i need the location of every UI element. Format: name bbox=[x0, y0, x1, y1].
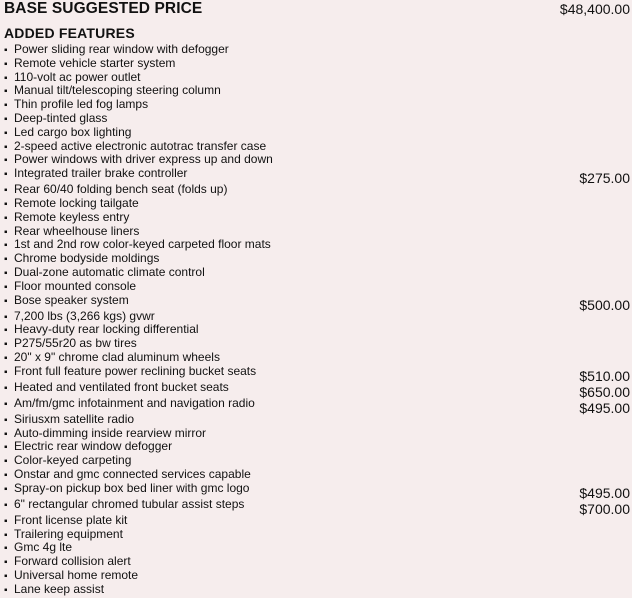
feature-item bbox=[4, 541, 630, 555]
feature-item bbox=[4, 454, 630, 468]
feature-label: Siriusxm satellite radio bbox=[14, 411, 135, 426]
feature-label: 110-volt ac power outlet bbox=[14, 69, 141, 84]
feature-label: P275/55r20 as bw tires bbox=[14, 336, 137, 351]
feature-item bbox=[4, 351, 630, 365]
feature-item bbox=[4, 43, 630, 57]
feature-item bbox=[4, 98, 630, 112]
feature-item bbox=[4, 323, 630, 337]
feature-item bbox=[4, 112, 630, 126]
feature-label: Electric rear window defogger bbox=[14, 439, 173, 454]
bullet-icon: ▪ bbox=[4, 226, 8, 238]
price-header bbox=[4, 0, 630, 18]
bullet-icon: ▪ bbox=[4, 483, 8, 495]
feature-item bbox=[4, 153, 630, 167]
feature-label: 2-speed active electronic autotrac transfer case bbox=[14, 138, 267, 153]
feature-label: Rear wheelhouse liners bbox=[14, 223, 140, 238]
feature-label: Remote keyless entry bbox=[14, 209, 130, 224]
feature-label: Heavy-duty rear locking differential bbox=[14, 322, 199, 337]
feature-label: 1st and 2nd row color-keyed carpeted floor mats bbox=[14, 237, 271, 252]
feature-item bbox=[4, 140, 630, 154]
feature-label: 6" rectangular chromed tubular assist steps bbox=[14, 496, 245, 511]
bullet-icon: ▪ bbox=[4, 155, 8, 167]
bullet-icon: ▪ bbox=[4, 45, 8, 56]
feature-item bbox=[4, 225, 630, 239]
feature-label: Floor mounted console bbox=[14, 278, 137, 293]
feature-label: Power sliding rear window with defogger bbox=[14, 42, 229, 56]
bullet-icon: ▪ bbox=[4, 584, 8, 596]
bullet-icon: ▪ bbox=[4, 86, 8, 98]
feature-label: Led cargo box lighting bbox=[14, 124, 132, 139]
feature-label: Integrated trailer brake controller bbox=[14, 166, 188, 181]
feature-item bbox=[4, 252, 630, 266]
feature-list bbox=[4, 43, 630, 597]
feature-label: Chrome bodyside moldings bbox=[14, 251, 160, 266]
feature-label: Color-keyed carpeting bbox=[14, 453, 132, 468]
feature-item bbox=[4, 395, 630, 416]
feature-item bbox=[4, 337, 630, 351]
feature-price: $495.00 bbox=[579, 399, 630, 416]
feature-label: Trailering equipment bbox=[14, 526, 123, 541]
feature-item bbox=[4, 238, 630, 252]
feature-item bbox=[4, 57, 630, 71]
bullet-icon: ▪ bbox=[4, 543, 8, 555]
feature-label: Forward collision alert bbox=[14, 554, 131, 569]
feature-item bbox=[4, 266, 630, 280]
bullet-icon: ▪ bbox=[4, 185, 8, 197]
feature-price: $700.00 bbox=[579, 500, 630, 517]
bullet-icon: ▪ bbox=[4, 398, 8, 410]
feature-item bbox=[4, 583, 630, 597]
bullet-icon: ▪ bbox=[4, 72, 8, 84]
bullet-icon: ▪ bbox=[4, 442, 8, 454]
feature-label: Front full feature power reclining bucket seats bbox=[14, 363, 257, 378]
bullet-icon: ▪ bbox=[4, 295, 8, 307]
feature-label: Rear 60/40 folding bench seat (folds up) bbox=[14, 182, 228, 197]
feature-label: 20" x 9" chrome clad aluminum wheels bbox=[14, 349, 220, 364]
bullet-icon: ▪ bbox=[4, 325, 8, 337]
feature-price: $510.00 bbox=[579, 367, 630, 384]
feature-item bbox=[4, 496, 630, 517]
feature-item bbox=[4, 280, 630, 294]
bullet-icon: ▪ bbox=[4, 254, 8, 266]
feature-item bbox=[4, 528, 630, 542]
bullet-icon: ▪ bbox=[4, 127, 8, 139]
bullet-icon: ▪ bbox=[4, 557, 8, 569]
bullet-icon: ▪ bbox=[4, 352, 8, 364]
added-features-heading: ADDED FEATURES bbox=[4, 25, 135, 41]
feature-label: Power windows with driver express up and down bbox=[14, 152, 273, 167]
feature-item bbox=[4, 468, 630, 482]
feature-item bbox=[4, 555, 630, 569]
feature-label: Heated and ventilated front bucket seats bbox=[14, 379, 229, 394]
feature-label: Gmc 4g lte bbox=[14, 540, 73, 555]
feature-label: Onstar and gmc connected services capable bbox=[14, 466, 251, 481]
bullet-icon: ▪ bbox=[4, 198, 8, 210]
feature-label: Spray-on pickup box bed liner with gmc logo bbox=[14, 480, 250, 495]
bullet-icon: ▪ bbox=[4, 281, 8, 293]
bullet-icon: ▪ bbox=[4, 499, 8, 511]
bullet-icon: ▪ bbox=[4, 366, 8, 378]
bullet-icon: ▪ bbox=[4, 382, 8, 394]
bullet-icon: ▪ bbox=[4, 339, 8, 351]
bullet-icon: ▪ bbox=[4, 311, 8, 323]
feature-price: $650.00 bbox=[579, 383, 630, 400]
feature-label: Bose speaker system bbox=[14, 292, 129, 307]
feature-label: 7,200 lbs (3,266 kgs) gvwr bbox=[14, 308, 155, 323]
feature-item bbox=[4, 379, 630, 400]
bullet-icon: ▪ bbox=[4, 428, 8, 440]
bullet-icon: ▪ bbox=[4, 58, 8, 70]
feature-item bbox=[4, 84, 630, 98]
feature-item bbox=[4, 440, 630, 454]
feature-item bbox=[4, 166, 630, 187]
feature-label: Thin profile led fog lamps bbox=[14, 97, 149, 112]
feature-label: Universal home remote bbox=[14, 567, 139, 582]
feature-item bbox=[4, 211, 630, 225]
bullet-icon: ▪ bbox=[4, 169, 8, 181]
feature-item bbox=[4, 71, 630, 85]
feature-item bbox=[4, 310, 630, 324]
feature-item bbox=[4, 427, 630, 441]
feature-price: $500.00 bbox=[579, 296, 630, 313]
feature-item bbox=[4, 413, 630, 427]
bullet-icon: ▪ bbox=[4, 267, 8, 279]
bullet-icon: ▪ bbox=[4, 100, 8, 112]
bullet-icon: ▪ bbox=[4, 212, 8, 224]
feature-item bbox=[4, 569, 630, 583]
feature-label: Remote vehicle starter system bbox=[14, 55, 176, 70]
bullet-icon: ▪ bbox=[4, 414, 8, 426]
bullet-icon: ▪ bbox=[4, 515, 8, 527]
feature-price: $495.00 bbox=[579, 484, 630, 501]
base-price-title: BASE SUGGESTED PRICE bbox=[4, 0, 203, 17]
feature-label: Manual tilt/telescoping steering column bbox=[14, 83, 221, 98]
feature-item bbox=[4, 126, 630, 140]
feature-item bbox=[4, 197, 630, 211]
bullet-icon: ▪ bbox=[4, 529, 8, 541]
feature-label: Remote locking tailgate bbox=[14, 195, 139, 210]
bullet-icon: ▪ bbox=[4, 456, 8, 468]
feature-label: Am/fm/gmc infotainment and navigation radio bbox=[14, 395, 255, 410]
bullet-icon: ▪ bbox=[4, 240, 8, 252]
feature-label: Front license plate kit bbox=[14, 512, 128, 527]
feature-item bbox=[4, 183, 630, 197]
feature-item bbox=[4, 363, 630, 384]
bullet-icon: ▪ bbox=[4, 570, 8, 582]
feature-label: Deep-tinted glass bbox=[14, 110, 108, 125]
feature-label: Auto-dimming inside rearview mirror bbox=[14, 425, 207, 440]
feature-item bbox=[4, 514, 630, 528]
bullet-icon: ▪ bbox=[4, 141, 8, 153]
bullet-icon: ▪ bbox=[4, 469, 8, 481]
base-price-value: $48,400.00 bbox=[559, 1, 630, 17]
feature-price: $275.00 bbox=[579, 170, 630, 187]
bullet-icon: ▪ bbox=[4, 113, 8, 125]
feature-label: Lane keep assist bbox=[14, 581, 105, 596]
feature-item bbox=[4, 292, 630, 313]
feature-item bbox=[4, 480, 630, 501]
feature-label: Dual-zone automatic climate control bbox=[14, 264, 205, 279]
